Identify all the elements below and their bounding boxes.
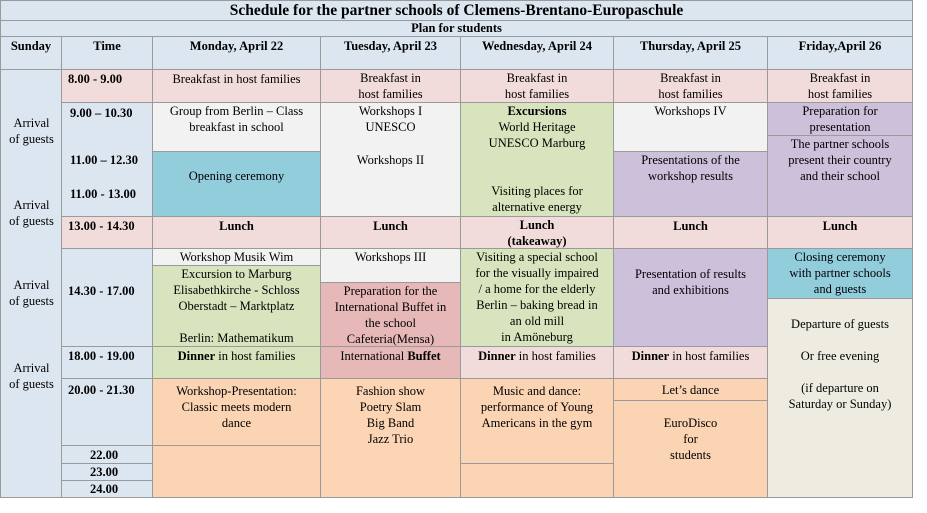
time-slot: 23.00: [62, 464, 153, 481]
monday-dinner: [153, 347, 321, 379]
time-slot: 9.00 – 10.30: [70, 106, 133, 120]
monday-workshop-musik: Workshop Musik Wim: [153, 249, 321, 266]
tuesday-breakfast-text: Breakfast in host families: [358, 71, 423, 101]
thursday-dinner-rest: in host families: [669, 349, 750, 363]
wednesday-excursions: [461, 103, 614, 217]
thursday-lets-dance: Let’s dance: [614, 379, 768, 401]
wednesday-excursions-bold: Excursions: [507, 104, 567, 118]
tuesday-lunch: Lunch: [321, 217, 461, 249]
tuesday-buffet-prep-text: Preparation for the International Buffet in the school Cafeteria(Mensa): [334, 284, 447, 346]
title-text: Schedule for the partner schools of Clemens-Brentano-Europaschule: [229, 2, 684, 19]
tuesday-buffet-a: International: [340, 349, 408, 363]
friday-breakfast: [768, 70, 913, 103]
tuesday-workshops-2: Workshops II: [356, 153, 425, 167]
wednesday-breakfast-text: Breakfast in host families: [504, 71, 570, 101]
monday-excursion: [153, 266, 321, 347]
wednesday-breakfast: [461, 70, 614, 103]
time-slot: 24.00: [62, 481, 153, 498]
monday-lunch: Lunch: [153, 217, 321, 249]
wednesday-late-evening: [461, 464, 614, 498]
time-slot: 13.00 - 14.30: [62, 217, 153, 249]
wednesday-visiting-text: Visiting a special school for the visually impaired / a home for the elderly Berlin – baking bread in an old mill in Amöneburg: [475, 250, 599, 344]
thursday-dinner-bold: Dinner: [631, 349, 670, 363]
wednesday-lunch-text: Lunch: [519, 218, 555, 232]
monday-excursion-text: Excursion to Marburg Elisabethkirche - Schloss Oberstadt – Marktplatz Berlin: Mathematikum: [173, 267, 300, 345]
wednesday-music-dance: [461, 379, 614, 464]
wednesday-lunch-sub: (takeaway): [507, 234, 567, 248]
monday-late-evening: [153, 446, 321, 498]
thursday-dinner: [614, 347, 768, 379]
thursday-eurodisco: [614, 401, 768, 498]
wednesday-lunch: [461, 217, 614, 249]
thursday-workshops-4: Workshops IV: [614, 103, 768, 152]
tuesday-buffet-b: Buffet: [407, 349, 441, 363]
tuesday-buffet-preparation: [321, 283, 461, 347]
header-sunday: Sunday: [0, 37, 62, 70]
tuesday-workshops: [321, 103, 461, 217]
monday-workshop-presentation: [153, 379, 321, 446]
time-slot: 11.00 – 12.30: [70, 153, 139, 167]
thursday-eurodisco-text: EuroDisco for students: [663, 416, 718, 462]
sunday-arrival-2: Arrival of guests: [9, 198, 54, 228]
monday-breakfast: Breakfast in host families: [153, 70, 321, 103]
tuesday-fashion-show: [321, 379, 461, 498]
tuesday-fashion-text: Fashion show Poetry Slam Big Band Jazz Trio: [355, 384, 426, 446]
friday-preparation-text: Preparation for presentation: [802, 104, 878, 134]
wednesday-dinner: [461, 347, 614, 379]
wednesday-music-text: Music and dance: performance of Young Americans in the gym: [480, 384, 594, 430]
monday-opening-ceremony: Opening ceremony: [153, 152, 321, 217]
time-slot: 8.00 - 9.00: [62, 70, 153, 103]
thursday-presentations: [614, 152, 768, 217]
thursday-results: [614, 249, 768, 347]
schedule-subtitle: [0, 21, 913, 37]
time-slot: 18.00 - 19.00: [62, 347, 153, 379]
wednesday-dinner-rest: in host families: [515, 349, 596, 363]
header-tuesday: Tuesday, April 23: [321, 37, 461, 70]
wednesday-dinner-bold: Dinner: [478, 349, 516, 363]
header-monday: Monday, April 22: [153, 37, 321, 70]
friday-departure: [768, 299, 913, 498]
monday-group-text: Group from Berlin – Class breakfast in school: [169, 104, 304, 134]
thursday-breakfast-text: Breakfast in host families: [658, 71, 723, 101]
time-slot-group: [62, 103, 153, 217]
friday-partner-text: The partner schools present their country and their school: [788, 137, 892, 183]
wednesday-excursions-text: World Heritage UNESCO Marburg Visiting places for alternative energy: [488, 120, 586, 214]
tuesday-breakfast: [321, 70, 461, 103]
thursday-results-text: Presentation of results and exhibitions: [634, 267, 747, 297]
monday-dinner-bold: Dinner: [177, 349, 216, 363]
friday-preparation: [768, 103, 913, 136]
subtitle-text: Plan for students: [411, 21, 502, 35]
thursday-lunch: Lunch: [614, 217, 768, 249]
monday-group-berlin: [153, 103, 321, 152]
friday-closing-text: Closing ceremony with partner schools and guests: [789, 250, 891, 296]
header-wednesday: Wednesday, April 24: [461, 37, 614, 70]
friday-lunch: Lunch: [768, 217, 913, 249]
friday-breakfast-text: Breakfast in host families: [807, 71, 873, 101]
header-thursday: Thursday, April 25: [614, 37, 768, 70]
tuesday-international-buffet: [321, 347, 461, 379]
tuesday-workshops-1: Workshops I UNESCO: [358, 104, 423, 134]
time-slot: 22.00: [62, 446, 153, 464]
friday-departure-text: Departure of guests Or free evening (if departure on Saturday or Sunday): [788, 317, 892, 411]
monday-dinner-rest: in host families: [215, 349, 296, 363]
header-friday: Friday,April 26: [768, 37, 913, 70]
time-slot: 14.30 - 17.00: [62, 249, 153, 347]
friday-closing-ceremony: [768, 249, 913, 299]
thursday-presentations-text: Presentations of the workshop results: [641, 153, 740, 183]
friday-partner-schools: [768, 136, 913, 217]
time-slot: 20.00 - 21.30: [62, 379, 153, 446]
thursday-breakfast: [614, 70, 768, 103]
wednesday-visiting: [461, 249, 614, 347]
time-slot: 11.00 - 13.00: [70, 187, 136, 201]
schedule-title: [0, 0, 913, 21]
monday-presentation-text: Workshop-Presentation: Classic meets modern dance: [176, 384, 297, 430]
sunday-arrival-3: Arrival of guests: [9, 278, 54, 308]
sunday-arrival-1: Arrival of guests: [9, 116, 54, 146]
header-time: Time: [62, 37, 153, 70]
sunday-column: [0, 70, 62, 498]
sunday-arrival-4: Arrival of guests: [9, 361, 54, 391]
tuesday-workshops-3: Workshops III: [321, 249, 461, 283]
